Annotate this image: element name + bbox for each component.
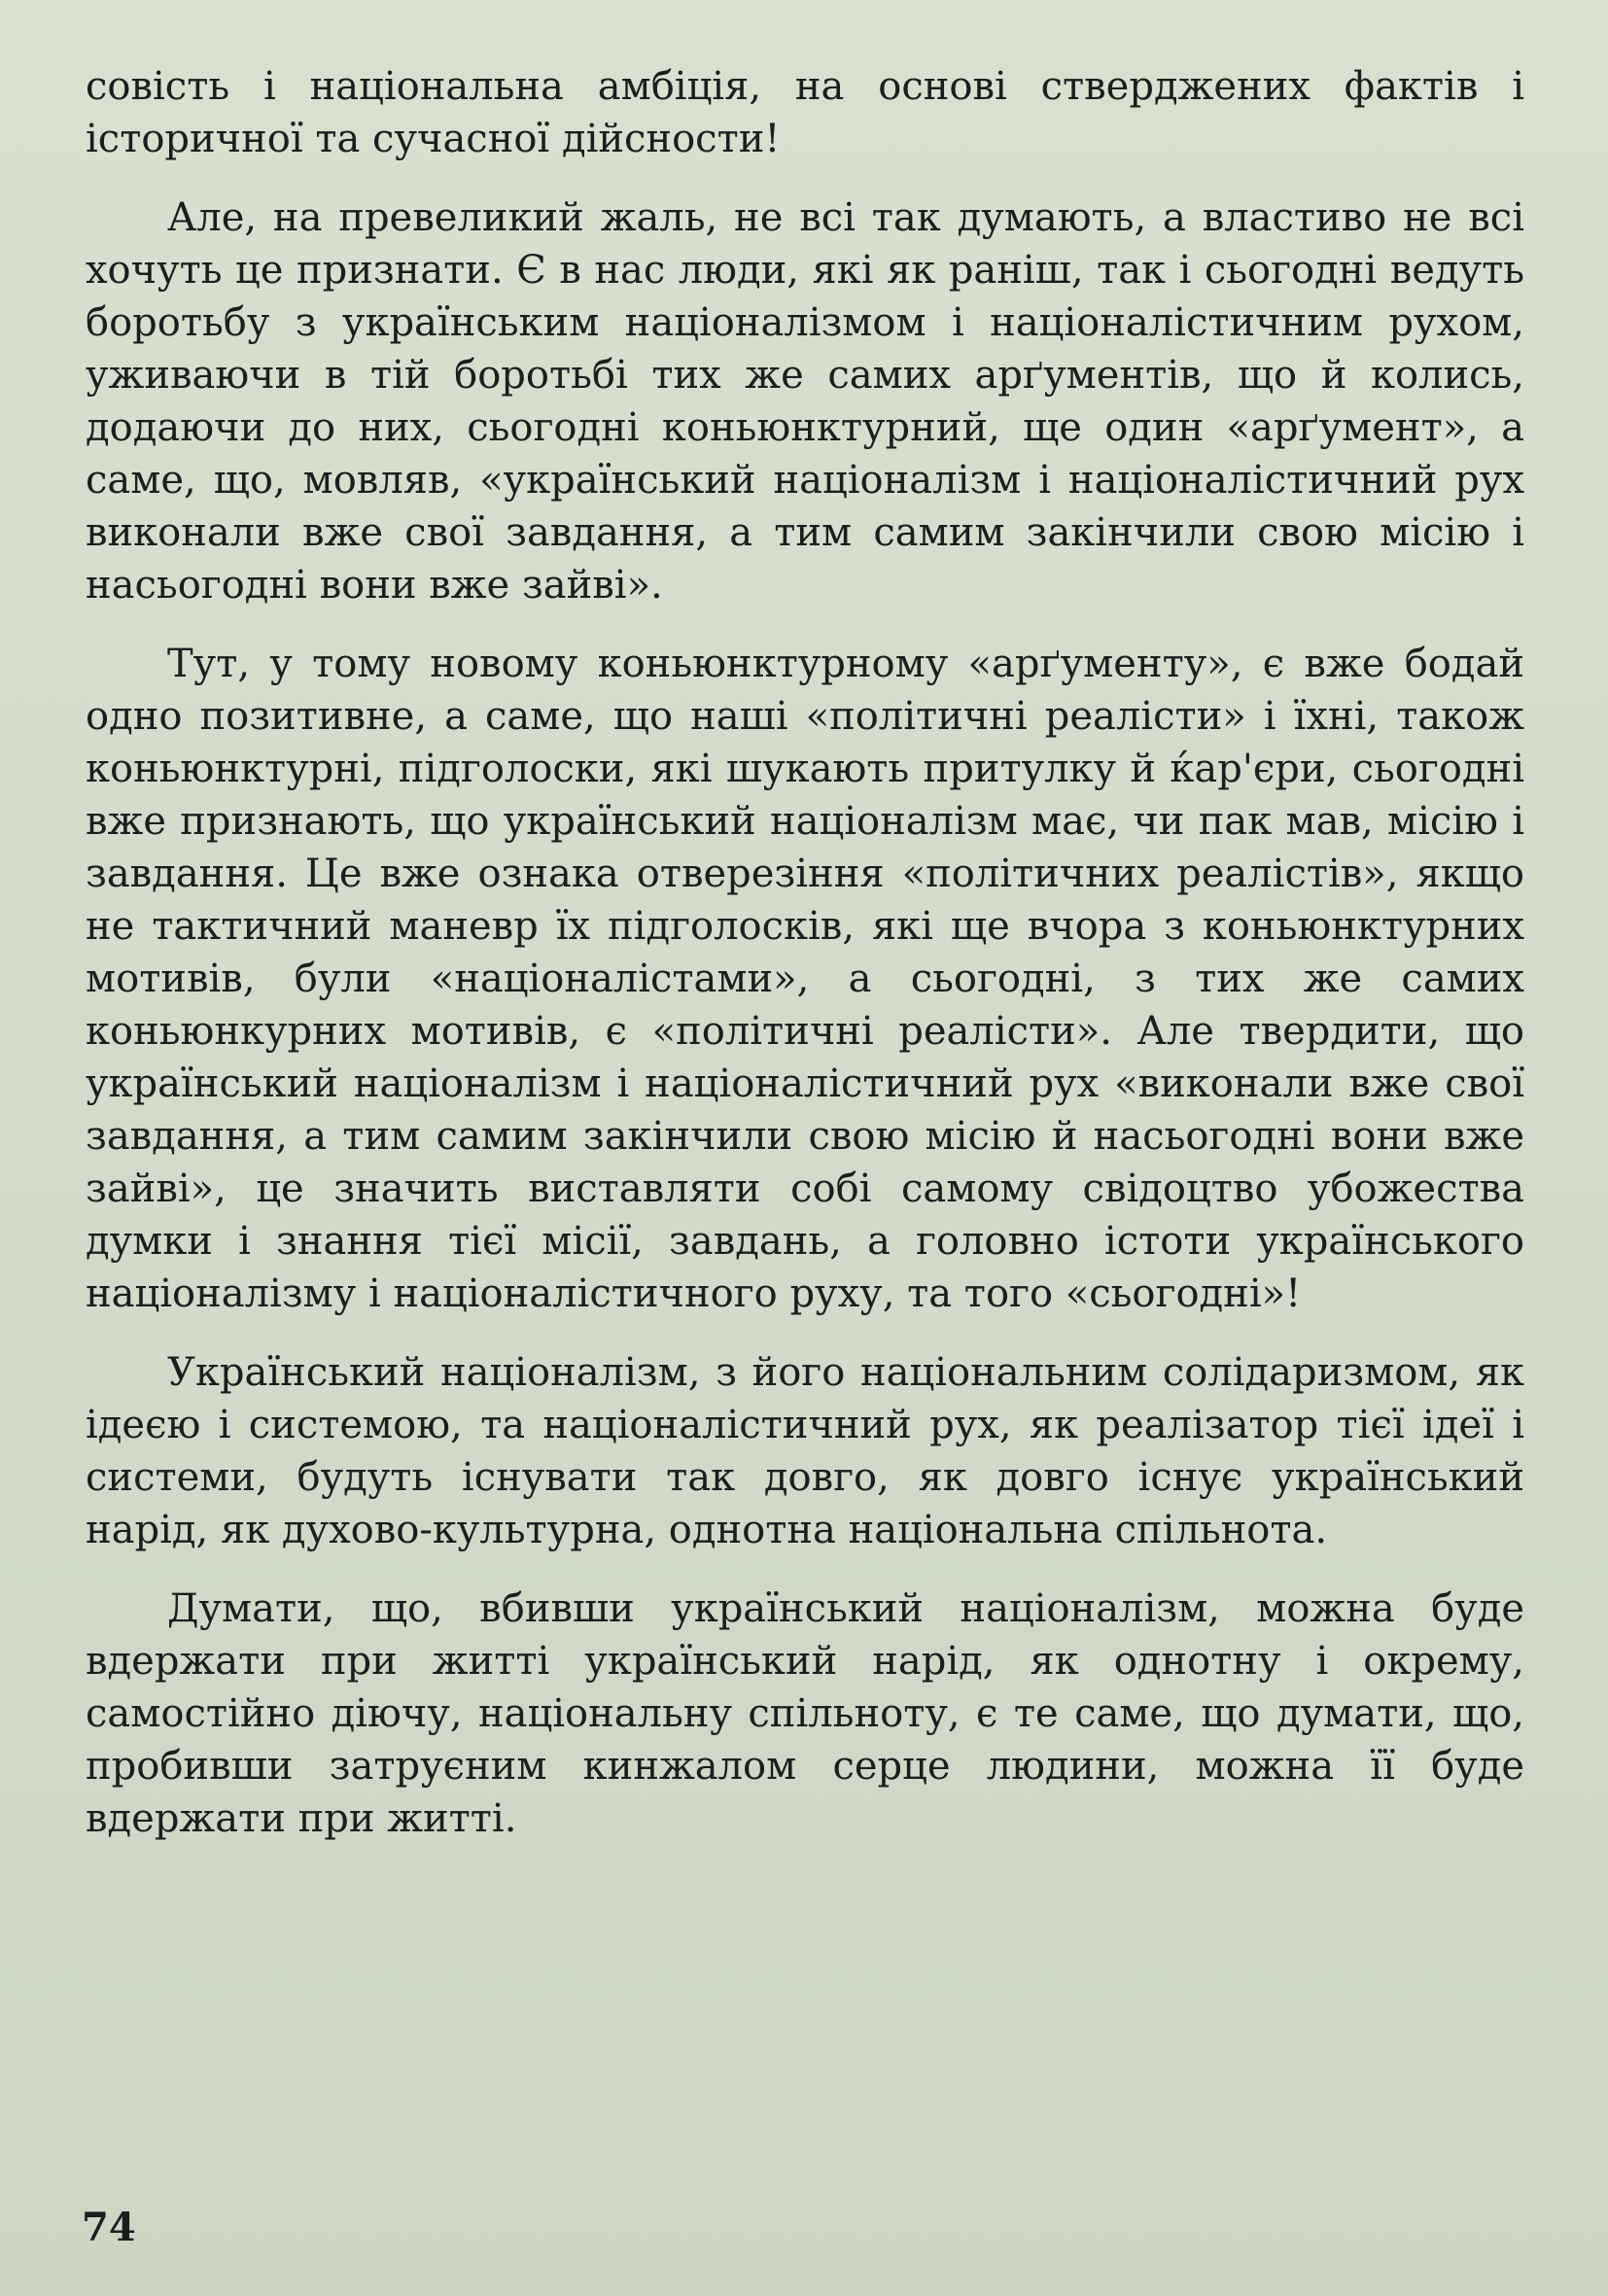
- paragraph-1: совість і національна амбіція, на основі стверджених фактів і історичної та сучасної дійсности!: [86, 64, 1524, 161]
- paragraph-4: Український націоналізм, з його національним солідаризмом, як ідеєю і системою, та націоналістичний рух, як реалізатор тієї ідеї і системи, будуть існувати так довго, як довго існує український нарід, як духово-культурна, однотна національна спільнота.: [86, 1350, 1524, 1552]
- paragraph-2: Але, на превеликий жаль, не всі так думають, а властиво не всі хочуть це признати. Є в нас люди, які як раніш, так і сьогодні ведуть боротьбу з українським націоналізмом і націоналістичним рухом, уживаючи в тій боротьбі тих же самих арґументів, що й колись, додаючи до них, сьогодні коньюнктурний, ще один «арґумент», а саме, що, мовляв, «український націоналізм і націоналістичний рух виконали вже свої завдання, а тим самим закінчили свою місію і насьогодні вони вже зайві».: [86, 195, 1524, 608]
- paragraph-3: Тут, у тому новому коньюнктурному «арґументу», є вже бодай одно позитивне, а саме, що наші «політичні реалісти» і їхні, також коньюнктурні, підголоски, які шукають притулку й ќар'єри, сьогодні вже признають, що український націоналізм має, чи пак мав, місію і завдання. Це вже ознака отверезіння «політичних реалістів», якщо не тактичний маневр їх підголосків, які ще вчора з коньюнктурних мотивів, були «націоналістами», а сьогодні, з тих же самих коньюнкурних мотивів, є «політичні реалісти». Але твердити, що український націоналізм і націоналістичний рух «виконали вже свої завдання, а тим самим закінчили свою місію й насьогодні вони вже зайві», це значить виставляти собі самому свідоцтво убожества думки і знання тієї місії, завдань, а головно істоти українського націоналізму і націоналістичного руху, та того «сьогодні»!: [86, 642, 1524, 1316]
- paragraph-5: Думати, що, вбивши український націоналізм, можна буде вдержати при житті український нарід, як однотну і окрему, самостійно діючу, національну спільноту, є те саме, що думати, що, пробивши затруєним кинжалом серце людини, можна її буде вдержати при житті.: [86, 1586, 1524, 1841]
- body-text: [86, 60, 1524, 1871]
- page-number: 74: [82, 2205, 136, 2250]
